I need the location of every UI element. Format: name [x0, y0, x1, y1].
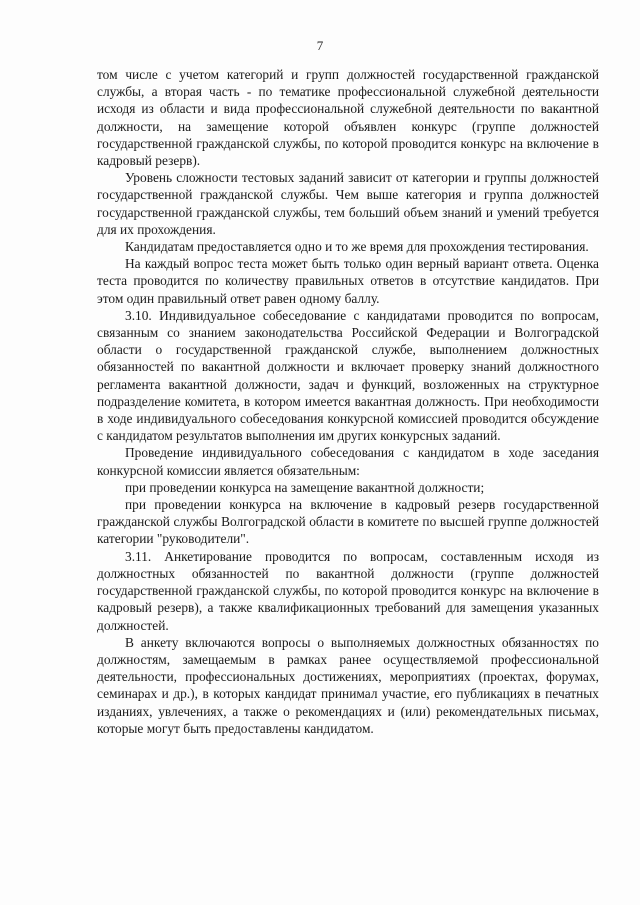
- paragraph-reserve-case: при проведении конкурса на включение в кадровый резерв государственной гражданской службы Волгоградской области в комитете по высшей группе должностей категории "руководители".: [97, 497, 599, 547]
- document-body: [97, 66, 599, 737]
- paragraph-vacancy-case: при проведении конкурса на замещение вакантной должности;: [125, 479, 485, 495]
- page-number: 7: [316, 38, 324, 53]
- paragraph-testing-continuation: том числе с учетом категорий и групп должностей государственной гражданской службы, а вторая часть - по тематике профессиональной служебной деятельности исходя из области и вида профессиональной служебной деятельности по вакантной должности, на замещение которой объявлен конкурс (группе должностей государственной гражданской службы, по которой проводится конкурс на включение в кадровый резерв).: [97, 67, 599, 169]
- paragraph-3-11-questionnaire: 3.11. Анкетирование проводится по вопросам, составленным исходя из должностных обязанностей по вакантной должности (группе должностей государственной гражданской службы, по которой проводится конкурс на включение в кадровый резерв), а также квалификационных требований для замещения указанных должностей.: [97, 548, 599, 633]
- paragraph-interview-mandatory: Проведение индивидуального собеседования с кандидатом в ходе заседания конкурсной комиссии является обязательным:: [97, 445, 599, 478]
- paragraph-test-answers: На каждый вопрос теста может быть только один верный вариант ответа. Оценка теста проводится по количеству правильных ответов в отсутствие кандидатов. При этом один правильный ответ равен одному баллу.: [97, 256, 599, 306]
- paragraph-questionnaire-contents: В анкету включаются вопросы о выполняемых должностных обязанностях по должностям, замещаемым в рамках ранее осуществляемой профессиональной деятельности, профессиональных достижениях, мероприятиях (проектах, форумах, семинарах и др.), в которых кандидат принимал участие, его публикациях в печатных изданиях, увлечениях, а также о рекомендациях и (или) рекомендательных письмах, которые могут быть предоставлены кандидатом.: [97, 634, 599, 736]
- paragraph-3-10-interview: 3.10. Индивидуальное собеседование с кандидатами проводится по вопросам, связанным со знанием законодательства Российской Федерации и Волгоградской области о государственной гражданской службе, выполнением должностных обязанностей по вакантной должности и включает проверку знаний должностного регламента вакантной должности, задач и функций, возложенных на структурное подразделение комитета, в котором имеется вакантная должность. При необходимости в ходе индивидуального собеседования конкурсной комиссией проводится обсуждение с кандидатом результатов выполнения им других конкурсных заданий.: [97, 307, 599, 444]
- paragraph-test-difficulty: Уровень сложности тестовых заданий зависит от категории и группы должностей государственной гражданской службы. Чем выше категория и группа должностей государственной гражданской службы, тем больший объем знаний и умений требуется для их прохождения.: [97, 170, 599, 237]
- paragraph-test-time: Кандидатам предоставляется одно и то же время для прохождения тестирования.: [125, 239, 589, 255]
